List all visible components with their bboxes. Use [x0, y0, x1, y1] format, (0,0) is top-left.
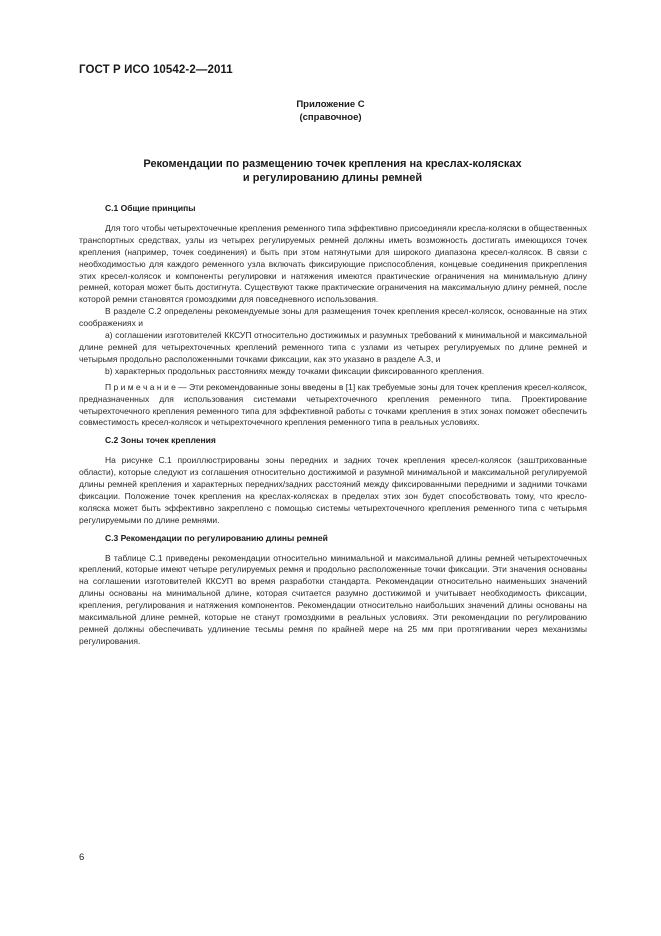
section-c3-heading: С.3 Рекомендации по регулированию длины ремней	[105, 532, 328, 543]
section-c1-heading: С.1 Общие принципы	[105, 203, 196, 213]
section-c2-heading: С.2 Зоны точек крепления	[105, 435, 216, 446]
page-number: 6	[79, 852, 85, 863]
section-c1-paragraph-2: В разделе С.2 определены рекомендуемые зоны для размещения точек крепления кресел-колясок, основанные на этих соображениях и	[79, 306, 587, 329]
note-paragraph	[79, 382, 587, 430]
list-item-b: b) характерных продольных расстояниях между точками фиксации фиксированного крепления.	[105, 365, 485, 376]
note-text: Эти рекомендованные зоны введены в [1] как требуемые зоны для точек крепления кресел-колясок, предназначенных для использования системами четырехточечного крепления ременного типа. Проектирование четырехточечного крепления ременного типа для эффективной работы с точками крепления в этих зонах поможет обеспечить совместимость кресел-колясок и четырехточечного крепления ременного типа в реальных условиях.	[79, 381, 587, 428]
appendix-label: Приложение С	[296, 99, 365, 110]
page-title	[120, 157, 545, 185]
section-c2-paragraph-1: На рисунке С.1 проиллюстрированы зоны передних и задних точек крепления кресел-колясок (заштрихованные области), которые следуют из соглашения относительно достижимой и разумной минимальной и максимальной регулируемой длины ремней крепления и характерных передних/задних расстояний между фиксированными передними и задними точками фиксации. Положение точек крепления на креслах-колясках в пределах этих зон будет способствовать тому, что кресло-коляска может быть эффективно закреплено с помощью системы четырехточечного крепления ременного типа с четырьмя регулируемыми по длине ремнями.	[79, 455, 587, 525]
title-line-2: и регулированию длины ремней	[242, 172, 423, 184]
document-body	[79, 203, 587, 648]
list-item-a: a) соглашении изготовителей ККСУП относительно достижимых и разумных требований к минимальной и максимальной длине ремней для четырехточечных креплений ременного типа с узлами из четырех регулируемых по длине ремней и четырьмя продольно расположенными точками фиксации, как это указано в разделе А.3, и	[79, 330, 587, 364]
standard-header: ГОСТ Р ИСО 10542-2—2011	[79, 64, 233, 76]
appendix-block	[0, 98, 661, 124]
note-label: П р и м е ч а н и е —	[105, 381, 187, 392]
section-c1-paragraph-1: Для того чтобы четырехточечные крепления ременного типа эффективно присоединяли кресла-коляски в общественных транспортных средствах, узлы из четырех регулируемых ремней должны иметь возможность достигать имеющихся точек крепления (например, точек соединения) и быть при этом натянутыми для широкого диапазона кресел-колясок. В связи с необходимостью для каждого ременного узла включать фиксирующие приспособления, концевые соединения прикрепления этих кресел-колясок и компоненты регулировки и натяжения имеются практические ограничения на минимальную длину ремней, которая может быть достигнута. Существуют также практические ограничения на максимальную длину ремней, после которой ремни становятся громоздкими для повседневного использования.	[79, 222, 587, 305]
appendix-type: (справочное)	[299, 112, 362, 123]
section-c3-paragraph-1: В таблице С.1 приведены рекомендации относительно минимальной и максимальной длины ремней четырехточечных креплений, которые имеют четыре регулируемых ремня и продольно расположенные точки фиксации. Эти значения основаны на соглашении изготовителей ККСУП во время разработки стандарта. Рекомендации относительно наименьших значений длины основаны на минимальной длине, которая считается разумно достижимой и учитывает необходимость фиксации, крепления, регулирования и натяжения компонентов. Рекомендации относительно наибольших значений длины основаны на максимальной длине ремней, которые не станут громоздкими в реальных условиях. Эти рекомендации по регулированию ремней должны обеспечивать удлинение тесьмы ремня по крайней мере на 25 мм при протягивании через механизмы регулирования.	[79, 552, 587, 646]
title-line-1: Рекомендации по размещению точек крепления на креслах-колясках	[143, 158, 522, 170]
